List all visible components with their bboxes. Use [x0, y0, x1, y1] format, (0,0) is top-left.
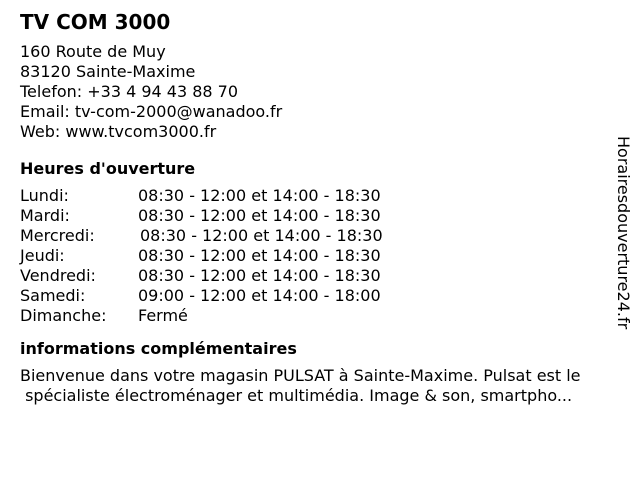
day-hours: Fermé	[138, 306, 188, 325]
hours-row	[20, 206, 610, 226]
additional-info-text	[20, 366, 632, 406]
day-hours: 08:30 - 12:00 et 14:00 - 18:30	[140, 226, 383, 245]
day-hours: 08:30 - 12:00 et 14:00 - 18:30	[138, 246, 381, 265]
hours-row	[20, 186, 610, 206]
email-address: Email: tv-com-2000@wanadoo.fr	[20, 102, 283, 121]
hours-row	[20, 306, 610, 326]
opening-hours-table	[20, 186, 610, 326]
hours-row	[20, 246, 610, 266]
info-line: Bienvenue dans votre magasin PULSAT à Sainte-Maxime. Pulsat est le	[20, 366, 581, 385]
store-name: TV COM 3000	[20, 10, 171, 34]
store-address	[20, 42, 610, 142]
day-label: Mercredi:	[20, 226, 95, 245]
day-label: Lundi:	[20, 186, 69, 205]
day-label: Mardi:	[20, 206, 70, 225]
day-hours: 08:30 - 12:00 et 14:00 - 18:30	[138, 186, 381, 205]
address-city: 83120 Sainte-Maxime	[20, 62, 196, 81]
hours-row	[20, 226, 610, 246]
day-label: Samedi:	[20, 286, 86, 305]
store-info	[20, 8, 610, 406]
day-label: Jeudi:	[20, 246, 65, 265]
watermark-text: Horairesdouverture24.fr	[614, 136, 633, 330]
website: Web: www.tvcom3000.fr	[20, 122, 217, 141]
day-label: Vendredi:	[20, 266, 96, 285]
additional-info-title: informations complémentaires	[20, 339, 297, 358]
day-hours: 08:30 - 12:00 et 14:00 - 18:30	[138, 266, 381, 285]
phone-number: Telefon: +33 4 94 43 88 70	[20, 82, 239, 101]
address-street: 160 Route de Muy	[20, 42, 166, 61]
hours-row	[20, 266, 610, 286]
day-hours: 08:30 - 12:00 et 14:00 - 18:30	[138, 206, 381, 225]
day-hours: 09:00 - 12:00 et 14:00 - 18:00	[138, 286, 381, 305]
opening-hours-title: Heures d'ouverture	[20, 159, 196, 178]
day-label: Dimanche:	[20, 306, 107, 325]
watermark	[612, 136, 634, 346]
hours-row	[20, 286, 610, 306]
info-line: spécialiste électroménager et multimédia. Image & son, smartpho...	[20, 386, 573, 405]
